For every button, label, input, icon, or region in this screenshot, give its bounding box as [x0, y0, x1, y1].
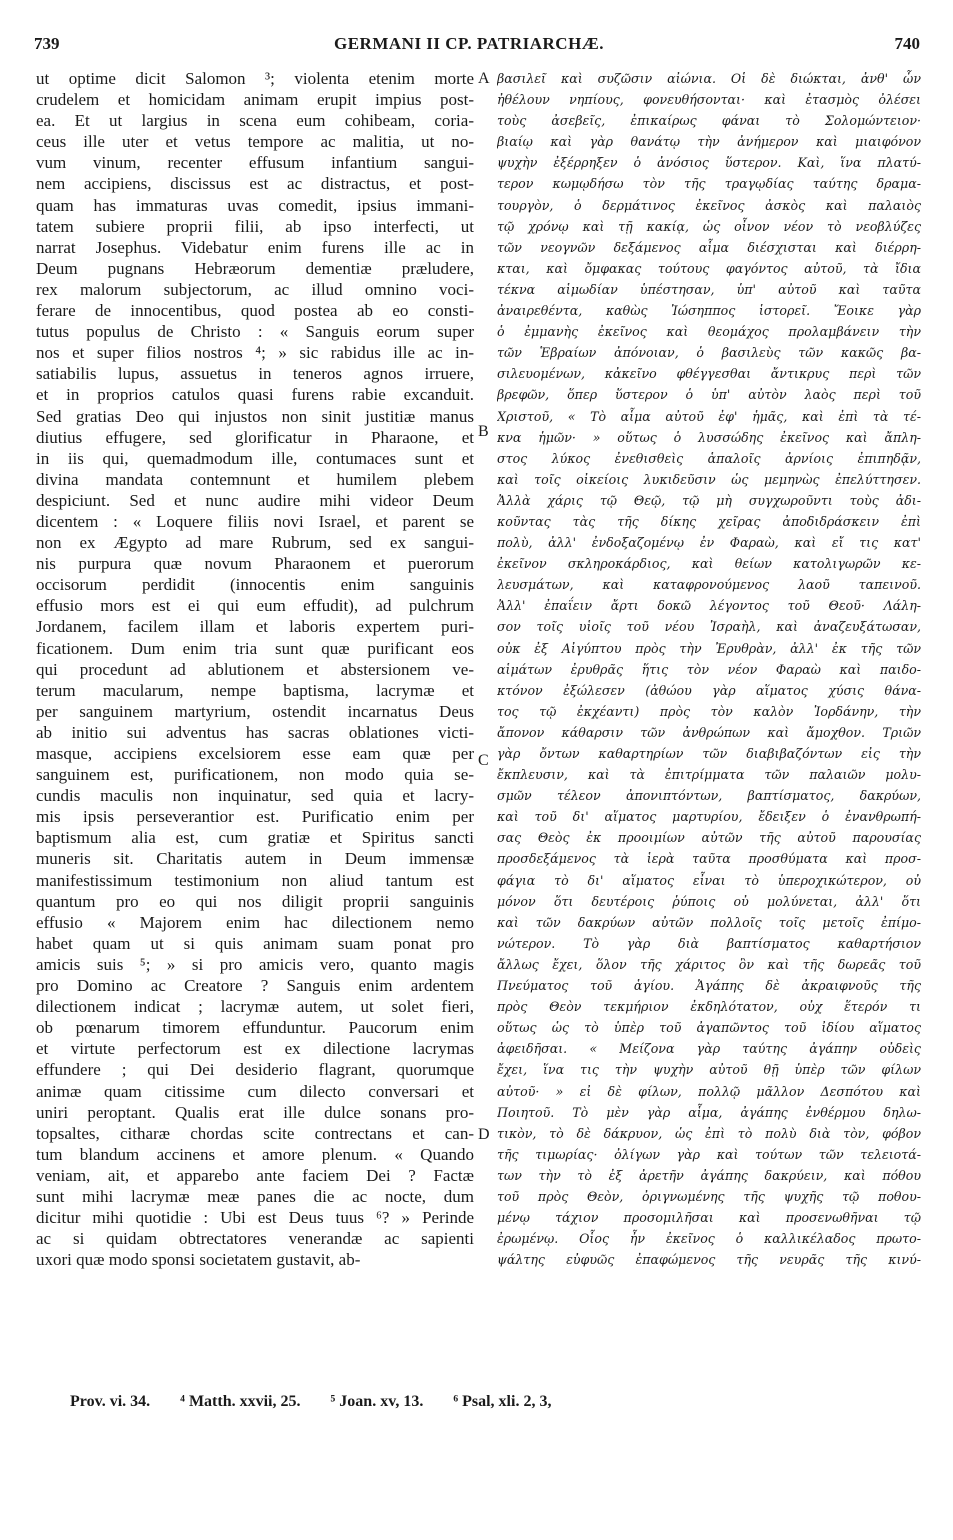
greek-text-line: τοὺς ἀσεβεῖς, ἐπικαίρως φάναι τὸ Σολομώντειον·	[497, 113, 921, 129]
greek-text-line: Ἀλλ' ἐπαΐειν ἄρτι δοκῶ λέγοντος τοῦ Θεοῦ· Λάλη-	[497, 598, 921, 614]
footnote-5: ⁵ Joan. xv, 13.	[330, 1393, 424, 1410]
latin-text-line: narrat Josephus. Videbatur enim furens ille ac in	[36, 237, 474, 257]
greek-text-line: βιαίῳ καὶ γὰρ θανάτῳ τὴν ἀνήμερον καὶ μιαιφόνον	[497, 134, 921, 150]
latin-text-line: despiciunt. Sed et nunc audire mihi videor Deum	[36, 490, 474, 510]
greek-text-line: βρεφῶν, ὅπερ ὕστερον ὁ ὑπ' αὐτὸν λαὸς περὶ τοῦ	[497, 387, 921, 403]
section-marker-a: A	[478, 70, 490, 87]
latin-text-line: habet quam ut si quis animam suam ponat pro	[36, 933, 474, 953]
greek-text-line: σας Θεὸς ἐκ προοιμίων αὐτῶν τῆς αὐτοῦ παρουσίας	[497, 830, 921, 846]
greek-text-line: ὁ ἐμμανὴς ἐκεῖνος καὶ θεομάχος προλαμβάνειν τὴν	[497, 324, 921, 340]
greek-text-line: λευσμάτων, καὶ καταφρονούμενος λαοῦ ταπεινοῦ.	[497, 577, 921, 593]
greek-text-line: Ποιητοῦ. Τὸ μὲν γὰρ αἷμα, ἀγάπης ἐνθέρμου δηλω-	[497, 1104, 921, 1120]
greek-text-line: μόνον ὅτι δευτέροις ῥύποις οὐ μολύνεται, ἀλλ' ὅτι	[497, 893, 921, 909]
greek-text-line: τῶν Ἑβραίων ἀπόνοιαν, ὁ βασιλεὺς τῶν κακῶς βα-	[497, 345, 921, 361]
latin-text-line: Sed gratias Deo qui injustos non sinit justitiæ manus	[36, 406, 474, 426]
greek-text-line: τοῦ πρὸς Θεὸν, ὀριγνωμένης τῆς ψυχῆς τῷ ποθου-	[497, 1188, 921, 1204]
greek-text-line: καὶ τοῖς οἰκείοις λυκιδεῦσιν ὡς μεμηνὼς ἐπελύττησεν.	[497, 471, 921, 487]
greek-text-line: ἀφειδῆσαι. « Μείζονα γὰρ ταύτης ἀγάπην οὐδεὶς	[497, 1041, 921, 1057]
greek-text-line: καὶ τοῦ δι' αἵματος μαρτυρίου, ἔδειξεν ὁ ἐνανθρωπή-	[497, 809, 921, 825]
latin-text-line: pro Domino ac Creatore ? Sanguis enim ardentem	[36, 976, 474, 996]
latin-text-line: diutius effugere, sed glorificatur in Pharaone, et	[36, 427, 474, 447]
latin-text-line: divina mandata contemnunt et humilem plebem	[36, 469, 474, 489]
greek-text-line: Χριστοῦ, « Τὸ αἷμα αὐτοῦ ἐφ' ἡμᾶς, καὶ ἐπὶ τὰ τέ-	[497, 408, 921, 424]
latin-text-line: vum vinum, recenter effusum infantium sangui-	[36, 153, 474, 173]
greek-text-line: σμῶν τέλεον ἀπονιπτόντων, βαπτίσματος, δακρύων,	[497, 788, 921, 804]
latin-text-line: uniri peroptant. Qualis erat ille dulce sonans pro-	[36, 1102, 474, 1122]
latin-text-line: topsaltes, citharæ chordas scite contrectans et can-	[36, 1123, 474, 1143]
latin-text-line: sanguinem est, purificationem, non modo quia se-	[36, 765, 474, 785]
greek-text-line: κται, καὶ ὄμφακας τούτους φαγόντος αὐτοῦ, τὰ ἴδια	[497, 260, 921, 276]
latin-text-line: ob pœnarum timorem effunduntur. Paucorum enim	[36, 1018, 474, 1038]
greek-text-line: σον τοῖς υἱοῖς τοῦ νέου Ἰσραὴλ, καὶ ἀναζευξάτωσαν,	[497, 619, 921, 635]
latin-text-line: veniam, ait, et apparebo ante faciem Dei ? Factæ	[36, 1165, 474, 1185]
greek-text-line: βασιλεῖ καὶ συζῶσιν αἰώνια. Οἱ δὲ διώκται, ἀνθ' ὧν	[497, 71, 921, 86]
greek-text-line: νώτερον. Τὸ γὰρ διὰ βαπτίσματος καθαρτήσιον	[497, 935, 921, 951]
greek-text-line: οὕτως ὡς τὸ ὑπὲρ τοῦ ἀγαπῶντος τοῦ ἰδίου αἵματος	[497, 1020, 921, 1036]
greek-text-line: τῆς τιμωρίας· ὀλίγων γὰρ καὶ τούτων τῶν τελειοτά-	[497, 1146, 921, 1162]
section-marker-d: D	[478, 1126, 490, 1143]
latin-text-line: in iis qui, quemadmodum ille, contumaces sunt et	[36, 448, 474, 468]
left-page-number: 739	[34, 34, 60, 53]
latin-text-line: Jordanem, facilem illam et laboris expertem puri-	[36, 617, 474, 637]
latin-text-line: ea. Et ut largius in scena eum cohibeam, coria-	[36, 111, 474, 131]
latin-text-line: quantum pro eo qui nos diligit proprii sanguinis	[36, 891, 474, 911]
greek-text-line: τος τῷ ἐκχέαντι) πρὸς τὸν καλὸν Ἰορδάνην, τὴν	[497, 703, 921, 719]
latin-text-line: effusio mors est ei qui eum effudit), ad pulchrum	[36, 596, 474, 616]
latin-text-line: ferare de innocentibus, quod postea ab eo consti-	[36, 301, 474, 321]
greek-text-line: αὐτοῦ· » εἰ δὲ φίλων, πολλῷ μᾶλλον Δεσπότου καὶ	[497, 1083, 921, 1099]
section-marker-c: C	[478, 752, 489, 769]
right-page-number: 740	[894, 34, 920, 53]
greek-text-line: ἄπονον κάθαρσιν τῶν ἀνθρώπων καὶ ἄμοχθον. Τριῶν	[497, 724, 921, 740]
greek-text-line: στος λύκος ἐνεθισθεὶς ἁπαλοῖς ἀρνίοις ἐπιπηδᾷν,	[497, 450, 921, 466]
footnote-6: ⁶ Psal, xli. 2, 3,	[453, 1393, 552, 1410]
greek-text-line: κτόνον ἐξώλεσεν (ἀθώου γὰρ αἵματος χύσις θάνα-	[497, 682, 921, 698]
greek-text-line: ἄλλως ἔχει, ὅλον τῆς χάριτος ὃν καὶ τῆς δωρεᾶς τοῦ	[497, 956, 921, 972]
greek-text-line: αἱμάτων ἐρυθρᾶς ἥτις τὸν νέον Φαραὼ καὶ παιδο-	[497, 661, 921, 677]
latin-text-line: qui procedunt ad ablutionem et abstersionem ve-	[36, 659, 474, 679]
greek-text-line: κνα ἡμῶν· » οὕτως ὁ λυσσώδης ἐκεῖνος καὶ ἄπλη-	[497, 429, 921, 445]
latin-text-line: terum macularum, nempe baptisma, lacrymæ et	[36, 680, 474, 700]
latin-text-line: tatem subiere proprii filii, ab ipso interfecti, ut	[36, 216, 474, 236]
latin-text-line: dicentem : « Loquere filiis novi Israel, et parent se	[36, 511, 474, 531]
latin-text-line: tutus populus de Christo : « Sanguis eorum super	[36, 322, 474, 342]
greek-text-line: προσδεξάμενος τὰ ἱερὰ ταῦτα προσθύματα καὶ προσ-	[497, 851, 921, 867]
latin-text-line: nos et super filios nostros ⁴; » sic rabidus ille ac in-	[36, 343, 474, 363]
latin-text-line: et in proprios catulos quasi furens rabie excanduit.	[36, 385, 474, 405]
latin-text-line: animæ quam citissime cum dilecto conversari et	[36, 1081, 474, 1101]
latin-text-line: Deum pugnans Hebræorum dementiæ præludere,	[36, 258, 474, 278]
greek-text-line: μένῳ τάχιον προσομιλῆσαι καὶ προσενωθῆναι τῷ	[497, 1210, 921, 1226]
greek-text-line: Ἀλλὰ χάρις τῷ Θεῷ, τῷ μὴ συγχωροῦντι τοὺς ἀδι-	[497, 492, 921, 508]
greek-text-line: ἀναιρεθέντα, καθὼς Ἰώσηππος ἱστορεῖ. Ἔοικε γὰρ	[497, 303, 921, 319]
latin-text-line: manifestissimum testimonium non aliud tantum est	[36, 870, 474, 890]
latin-text-line: amicis suis ⁵; » si pro amicis vero, quanto magis	[36, 954, 474, 974]
greek-text-line: ἔκπλευσιν, καὶ τὰ ἐπιτρίμματα τῶν παλαιῶν μολυ-	[497, 767, 921, 783]
greek-text-line: πρὸς Θεὸν τεκμήριον ἐκδηλότατον, οὐχ ἕτερόν τι	[497, 999, 921, 1015]
greek-text-line: τῶν νεογνῶν δεξάμενος αἷμα διέσχισται καὶ διέρρη-	[497, 239, 921, 255]
footnote-4: ⁴ Matth. xxvii, 25.	[180, 1393, 301, 1410]
latin-text-line: mis ipsis perseverantior est. Purificatio enim per	[36, 807, 474, 827]
greek-text-line: ἠθέλουν νηπίους, φονευθήσονται· καὶ ἐτασμὸς ὀλέσει	[497, 92, 921, 108]
latin-text-line: ut optime dicit Salomon ³; violenta etenim morte	[36, 69, 474, 88]
latin-text-line: ficationem. Dum enim tria sunt quæ purificant eos	[36, 638, 474, 658]
greek-text-line: τέκνα αἱμωδίαν ὑπέστησαν, ὑπ' αὐτοῦ καὶ ταῦτα	[497, 281, 921, 297]
greek-text-line: τικὸν, τὸ δὲ δάκρυον, ὡς ἐπὶ τὸ πολὺ διὰ τὸν, φόβον	[497, 1125, 921, 1141]
latin-text-line: cundis maculis non inquinatur, sed quia et lacry-	[36, 786, 474, 806]
greek-text-line: τῷ χρόνῳ καὶ τῇ κακίᾳ, ὡς οἶνον νέον τὸ νεοβλύζες	[497, 218, 921, 234]
latin-text-line: non ex Ægypto ad mare Rubrum, sed ex sangui-	[36, 533, 474, 553]
section-marker-b: B	[478, 423, 489, 440]
latin-text-line: satiabilis lupus, assuetus in teneros agnos irruere,	[36, 364, 474, 384]
greek-text-line: ψυχὴν ἐξέρρηξεν ὁ ἀνόσιος ὕστερον. Καὶ, ἵνα πλατύ-	[497, 155, 921, 171]
latin-text-line: et virtute perfectorum est ex dilectione lacrymas	[36, 1039, 474, 1059]
greek-text-line: Πνεύματος τοῦ ἁγίου. Ἀγάπης δὲ ἀκραιφνοῦς τῆς	[497, 978, 921, 994]
latin-text-line: ceus ille uter et vetus tempore ac malitia, ut no-	[36, 132, 474, 152]
latin-text-line: ab initio sui adventus has sacras oblationes victi-	[36, 722, 474, 742]
latin-text-line: dilectionem indicat ; lacrymæ autem, ut solet fieri,	[36, 997, 474, 1017]
running-title: GERMANI II CP. PATRIARCHÆ.	[334, 34, 605, 53]
greek-text-line: πολὺ, ἀλλ' ἐνδοξαζομένῳ ἐν Φαραὼ, καὶ εἴ τις κατ'	[497, 535, 921, 551]
latin-text-line: masque, accipiens excelsiorem esse eam quæ per	[36, 744, 474, 763]
latin-text-line: effundere ; qui Dei desiderio flagrant, quorumque	[36, 1060, 474, 1080]
latin-text-line: tum blandum accinens et amore plenum. « Quando	[36, 1144, 474, 1164]
latin-text-line: ac si quidam obtrectatores venerandæ ac sapienti	[36, 1229, 474, 1249]
footnotes	[70, 1393, 930, 1411]
greek-text-line: τουργὸν, ὁ δερμάτινος ἐκεῖνος ἀσκὸς καὶ παλαιὸς	[497, 197, 921, 213]
latin-column	[36, 68, 474, 1270]
greek-text-line: ἐκεῖνον σκληροκάρδιος, καὶ θείων κατολιγωρῶν κε-	[497, 556, 921, 572]
latin-text-line: effusio « Majorem enim hac dilectionem nemo	[36, 912, 474, 932]
greek-text-line: φάγια τὸ δι' αἵματος εἶναι τὸ ὑπεροχικώτερον, οὐ	[497, 872, 921, 888]
greek-text-line: σιλευομένων, κἀκεῖνο φθέγγεσθαι ἄντικρυς περὶ τῶν	[497, 366, 921, 382]
latin-text-line: nis purpura quæ novum Pharaonem et puerorum	[36, 554, 474, 574]
latin-text-line: nem accipiens, discissus est ac distractus, et post-	[36, 174, 474, 194]
greek-text-line: των τὴν τὸ ἐξ ἀρετῆν ἀγάπης δακρύειν, καὶ πόθου	[497, 1167, 921, 1183]
latin-text-line: occisorum perdidit (innocentis enim sanguinis	[36, 575, 474, 595]
greek-text-line: ἔχει, ἵνα τις τὴν ψυχὴν αὐτοῦ θῇ ὑπὲρ τῶν φίλων	[497, 1062, 921, 1078]
latin-text-line: baptismum alia est, cum gratiæ et Spiritus sancti	[36, 828, 474, 848]
latin-text-line: sunt mihi lacrymæ meæ panes die ac nocte, dum	[36, 1186, 474, 1206]
greek-column	[497, 68, 921, 1270]
greek-text-line: καὶ τῶν δακρύων αὐτῶν πολλοῖς τοῖς μετοῖς ἐπίμο-	[497, 914, 921, 930]
latin-text-line: muneris sit. Charitatis autem in Deum immensæ	[36, 849, 474, 869]
latin-text-line: uxori quæ modo sponsi societatem gustavit, ab-	[36, 1250, 361, 1270]
latin-text-line: rex malorum subjectorum, ac illud omnino voci-	[36, 279, 474, 299]
greek-text-line: οὐκ ἐξ Αἰγύπτου πρὸς τὴν Ἐρυθρὰν, ἀλλ' ἐκ τῆς τῶν	[497, 640, 921, 656]
latin-text-line: crudelem et homicidam animam erupit impius post-	[36, 90, 474, 110]
greek-text-line: ψάλτης εὐφυῶς ἐπαφώμενος τῆς νευρᾶς τῆς κινύ-	[497, 1252, 921, 1268]
latin-text-line: dicitur mihi quotidie : Ubi est Deus tuus ⁶? » Perinde	[36, 1208, 474, 1228]
footnote-3: Prov. vi. 34.	[70, 1393, 151, 1410]
greek-text-line: γὰρ ὄντων καθαρτηρίων τῶν διαβιβαζόντων εἰς τὴν	[497, 746, 921, 761]
latin-text-line: per sanguinem martyrium, ostendit incarnatus Deus	[36, 701, 474, 721]
greek-text-line: κοῦντας τὰς τῆς δίκης χεῖρας ἀποδιδράσκειν ἐπὶ	[497, 513, 921, 529]
greek-text-line: τερον κωμῳδήσω τὸν τῆς τραγῳδίας ταύτης δραμα-	[497, 176, 921, 192]
greek-text-line: ἐρωμένῳ. Οἷος ἦν ἐκεῖνος ὁ καλλικέλαδος πρωτο-	[497, 1231, 921, 1247]
latin-text-line: quam has immaturas uvas comedit, ipsius immani-	[36, 195, 474, 215]
page-header	[34, 34, 920, 58]
